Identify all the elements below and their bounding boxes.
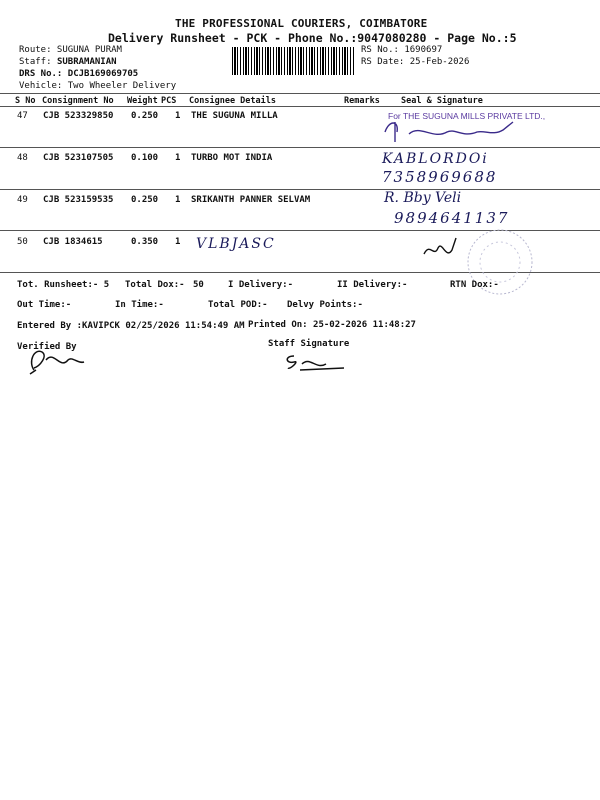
row-consignee: TURBO MOT INDIA (191, 153, 273, 163)
handwritten-phone-row3: 9894641137 (394, 209, 510, 227)
row-consignee: THE SUGUNA MILLA (191, 111, 278, 121)
row-pcs: 1 (175, 195, 181, 205)
divider (0, 106, 600, 107)
total-dox-label: Total Dox:- (125, 280, 185, 290)
row-weight: 0.350 (131, 237, 159, 247)
handwritten-name-row3: R. Bby Veli (384, 190, 462, 206)
rs-number: RS No.: 1690697 (361, 45, 443, 55)
total-pod: Total POD:- (208, 300, 268, 310)
tot-runsheet: Tot. Runsheet:- 5 (17, 280, 110, 290)
verified-by-label: Verified By (17, 342, 77, 352)
col-remarks: Remarks (344, 96, 380, 106)
row-weight: 0.250 (131, 195, 159, 205)
faint-stamp (465, 222, 535, 302)
staff-line (19, 57, 117, 67)
row-weight: 0.100 (131, 153, 159, 163)
col-seal: Seal & Signature (401, 96, 483, 106)
handwritten-name-row2: KABLORDOi (382, 151, 489, 167)
drs-value: DCJB169069705 (67, 69, 139, 79)
handwritten-text-row4: VLBJASC (196, 236, 276, 252)
route: Route: SUGUNA PURAM (19, 45, 122, 55)
row-consignment: CJB 1834615 (43, 237, 103, 247)
staff-value: SUBRAMANIAN (56, 57, 117, 67)
in-time: In Time:- (115, 300, 164, 310)
entered-by: Entered By :KAVIPCK 02/25/2026 11:54:49 AM (17, 321, 245, 331)
row-consignment: CJB 523329850 (43, 111, 114, 121)
company-stamp-text: For THE SUGUNA MILLS PRIVATE LTD., (388, 111, 546, 121)
row-consignment: CJB 523107505 (43, 153, 114, 163)
rtn-dox: RTN Dox:- (450, 280, 499, 290)
col-consignment: Consignment No (42, 96, 114, 106)
handwritten-phone-row2: 7358969688 (382, 168, 498, 186)
divider (0, 189, 600, 190)
row-pcs: 1 (175, 237, 181, 247)
row-sno: 50 (17, 237, 28, 247)
staff-signature-label: Staff Signature (268, 339, 350, 349)
col-sno: S No (15, 96, 36, 106)
printed-on: Printed On: 25-02-2026 11:48:27 (248, 320, 416, 330)
ii-delivery: II Delivery:- (337, 280, 408, 290)
drs-label: DRS No.: (19, 69, 63, 79)
row-sno: 47 (17, 111, 28, 121)
total-dox-value: 50 (193, 280, 204, 290)
runsheet-title: Delivery Runsheet - PCK - Phone No.:9047080280 - Page No.:5 (108, 31, 517, 45)
staff-signature (280, 350, 352, 378)
row-pcs: 1 (175, 153, 181, 163)
delvy-points: Delvy Points:- (287, 300, 363, 310)
row-weight: 0.250 (131, 111, 159, 121)
out-time: Out Time:- (17, 300, 72, 310)
drs-line (19, 69, 138, 79)
signature-row4 (420, 234, 462, 264)
signature-row1 (375, 110, 545, 146)
row-sno: 49 (17, 195, 28, 205)
barcode (232, 47, 354, 75)
row-pcs: 1 (175, 111, 181, 121)
divider (0, 93, 600, 94)
staff-label: Staff: (19, 57, 52, 67)
col-weight: Weight (127, 96, 158, 106)
verified-signature (20, 340, 95, 378)
col-pcs: PCS (161, 96, 177, 106)
i-delivery: I Delivery:- (228, 280, 294, 290)
divider (0, 147, 600, 148)
rs-date: RS Date: 25-Feb-2026 (361, 57, 470, 67)
row-sno: 48 (17, 153, 28, 163)
company-name: THE PROFESSIONAL COURIERS, COIMBATORE (175, 17, 428, 30)
row-consignment: CJB 523159535 (43, 195, 114, 205)
vehicle: Vehicle: Two Wheeler Delivery (19, 81, 177, 91)
col-consignee: Consignee Details (189, 96, 276, 106)
row-consignee: SRIKANTH PANNER SELVAM (191, 195, 311, 205)
